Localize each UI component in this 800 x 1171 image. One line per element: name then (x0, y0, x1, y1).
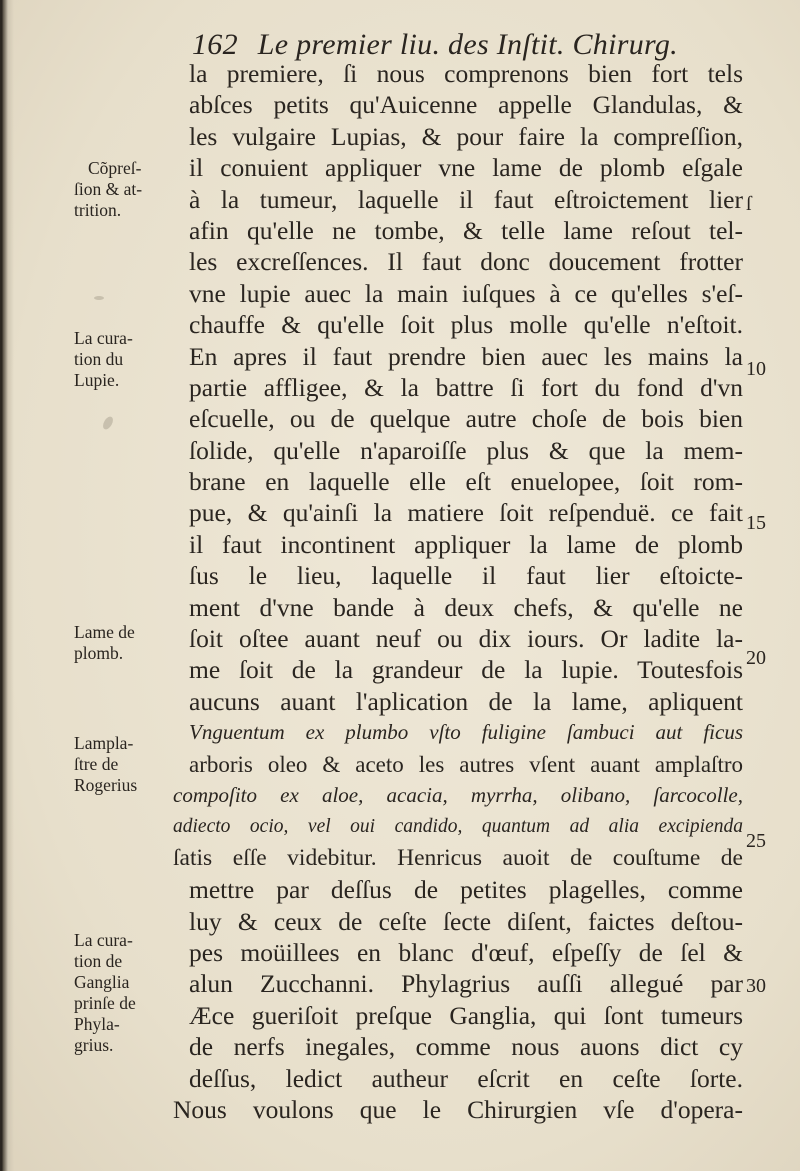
running-title: Le premier liu. des Inſtit. Chirurg. (257, 28, 678, 61)
text-line: à la tumeur, laquelle il faut eſtroictement lier (189, 184, 743, 214)
margin-note-line: grius. (74, 1035, 114, 1055)
margin-note-line: Lupie. (74, 370, 120, 390)
margin-note-line: plomb. (74, 643, 124, 663)
page-binding-edge (0, 0, 14, 1171)
running-header (192, 28, 678, 62)
margin-note-line: trition. (74, 200, 122, 220)
margin-note-compression (74, 158, 174, 221)
margin-note-rogerius (74, 733, 174, 796)
text-line: de nerfs inegales, comme nous auons dict cy (189, 1032, 743, 1062)
line-number: 15 (746, 512, 766, 534)
line-number: ſ (746, 193, 752, 215)
text-line: afin qu'elle ne tombe, & telle lame reſout tel- (189, 215, 743, 245)
text-line: arboris oleo & aceto les autres vſent auant amplaſtro (189, 751, 743, 777)
margin-note-ganglia (74, 930, 174, 1056)
text-line: ſatis eſſe videbitur. Henricus auoit de couſtume de (173, 844, 743, 871)
text-line: abſces petits qu'Auicenne appelle Glandulas, & (189, 90, 743, 120)
text-line: partie affligee, & la battre ſi fort du fond d'vn (189, 372, 743, 402)
text-line: vne lupie auec la main iuſques à ce qu'elles s'eſ- (189, 278, 743, 308)
margin-note-line: tion du (74, 349, 124, 369)
text-line: ſus le lieu, laquelle il faut lier eſtoicte- (189, 561, 743, 591)
text-line: ment d'vne bande à deux chefs, & qu'elle ne (189, 592, 743, 622)
margin-note-line: Rogerius (74, 775, 138, 795)
text-line: chauffe & qu'elle ſoit plus molle qu'elle n'eſtoit. (189, 310, 743, 340)
margin-note-line: ſion & at- (74, 179, 143, 199)
text-line-latin: Vnguentum ex plumbo vſto fuligine ſambuci aut ficus (189, 720, 743, 745)
margin-note-lupie (74, 328, 174, 391)
text-line: il conuient appliquer vne lame de plomb eſgale (189, 153, 743, 183)
margin-note-line: tion de (74, 951, 123, 971)
text-line: brane en laquelle elle eſt enuelopee, ſoit rom- (189, 467, 743, 497)
margin-note-line: Cõpreſ- (88, 158, 142, 178)
text-line: il faut incontinent appliquer la lame de plomb (189, 529, 743, 559)
text-line-latin: compoſito ex aloe, acacia, myrrha, olibano, ſarcocolle, (173, 782, 743, 807)
text-line: les vulgaire Lupias, & pour faire la compreſſion, (189, 121, 743, 151)
line-number: 25 (746, 830, 766, 852)
margin-note-line: La cura- (74, 328, 133, 348)
text-line: En apres il faut prendre bien auec les mains la (189, 341, 743, 371)
text-line: me ſoit de la grandeur de la lupie. Toutesfois (189, 655, 743, 685)
margin-note-line: prinſe de (74, 993, 136, 1013)
margin-note-line: Lame de (74, 622, 135, 642)
text-line: Æce gueriſoit preſque Ganglia, qui ſont tumeurs (189, 1000, 743, 1030)
text-line: eſcuelle, ou de quelque autre choſe de bois bien (189, 404, 743, 434)
margin-note-line: La cura- (74, 930, 133, 950)
text-line: les excreſſences. Il faut donc doucement frotter (189, 247, 743, 277)
ink-smudge (101, 415, 115, 431)
page-folio: 162 (192, 28, 238, 61)
text-line-latin: adiecto ocio, vel oui candido, quantum ad alia excipienda (173, 816, 743, 838)
line-number: 10 (746, 358, 766, 380)
text-line: luy & ceux de ceſte ſecte diſent, faictes deſtou- (189, 906, 743, 936)
margin-note-line: Lampla- (74, 733, 134, 753)
text-line: pes moüillees en blanc d'œuf, eſpeſſy de ſel & (189, 937, 743, 967)
margin-note-line: Phyla- (74, 1014, 120, 1034)
text-line: pue, & qu'ainſi la matiere ſoit reſpenduë. ce fait (189, 498, 743, 528)
text-line: ſoit oſtee auant neuf ou dix iours. Or ladite la- (189, 624, 743, 654)
ink-smudge (94, 296, 104, 300)
text-line: aucuns auant l'aplication de la lame, apliquent (189, 686, 743, 716)
line-number: 20 (746, 647, 766, 669)
line-number: 30 (746, 975, 766, 997)
main-text-block (173, 58, 743, 1125)
text-line: deſſus, ledict autheur eſcrit en ceſte ſorte. (189, 1063, 743, 1093)
text-line: ſolide, qu'elle n'aparoiſſe plus & que la mem- (189, 435, 743, 465)
text-line: mettre par deſſus de petites plagelles, comme (189, 875, 743, 905)
text-line: la premiere, ſi nous comprenons bien fort tels (189, 59, 743, 88)
margin-note-line: Ganglia (74, 972, 130, 992)
text-line: alun Zucchanni. Phylagrius auſſi allegué par (189, 969, 743, 999)
margin-note-lame-de-plomb (74, 622, 174, 664)
text-line: Nous voulons que le Chirurgien vſe d'opera- (173, 1094, 743, 1124)
margin-note-line: ſtre de (74, 754, 119, 774)
